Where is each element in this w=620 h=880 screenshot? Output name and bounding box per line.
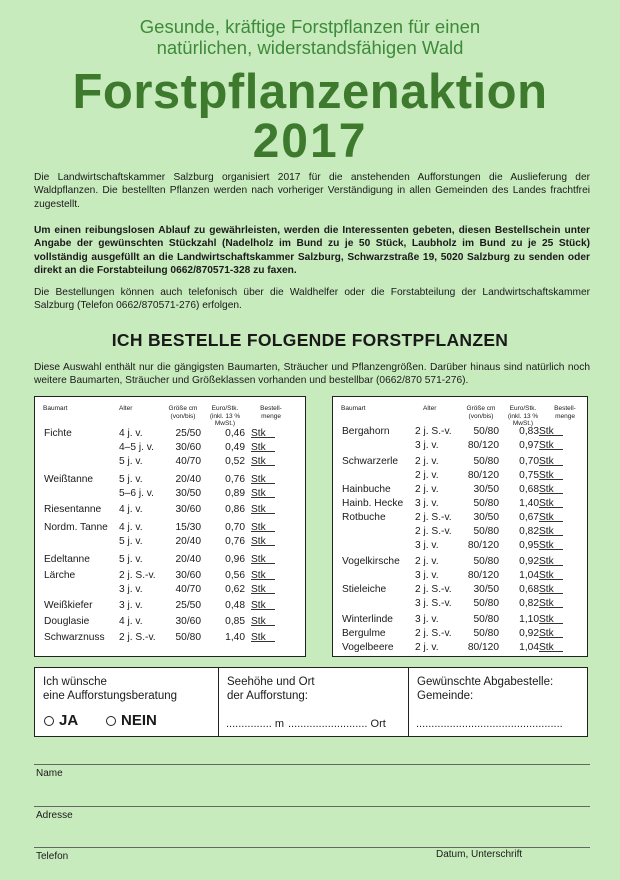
cell-price: 0,89 [225,488,245,499]
quantity-line[interactable] [539,539,563,550]
cell-price: 0,67 [519,512,539,523]
cell-species: Douglasie [44,616,90,627]
cell-size: 50/80 [473,614,499,625]
table-row [333,455,587,469]
quantity-field[interactable] [251,569,266,583]
cell-price: 0,92 [519,556,539,567]
cell-size: 40/70 [175,584,201,595]
cell-age: 2 j. S.-v. [415,628,452,639]
unit-label: Stk [251,522,266,533]
cell-age: 2 j. v. [415,456,439,467]
cell-age: 2 j. v. [415,484,439,495]
quantity-field[interactable] [539,583,554,597]
signature-label: Datum, Unterschrift [436,849,523,860]
quantity-field[interactable] [251,503,266,517]
name-label: Name [36,768,63,779]
subtitle-line-1: Gesunde, kräftige Forstpflanzen für einen [139,16,481,37]
advice-label-1: Ich wünsche [43,676,107,688]
radio-circle-icon[interactable] [106,716,116,726]
table-row [333,555,587,569]
cell-size: 40/70 [175,456,201,467]
quantity-line[interactable] [251,521,275,532]
unit-label: Stk [539,642,554,653]
unit-label: Stk [251,504,266,515]
cell-species: Weißkiefer [44,600,93,611]
quantity-field[interactable] [539,613,554,627]
cell-size: 30/50 [175,488,201,499]
unit-label: Stk [539,556,554,567]
cell-species: Bergulme [342,628,386,639]
table-row [333,525,587,539]
cell-price: 0,56 [225,570,245,581]
quantity-line[interactable] [251,427,275,438]
unit-label: Stk [251,632,266,643]
cell-size: 20/40 [175,474,201,485]
cell-size: 50/80 [473,526,499,537]
quantity-field[interactable] [539,469,554,483]
unit-label: Stk [539,598,554,609]
quantity-field[interactable] [251,473,266,487]
address-label: Adresse [36,810,73,821]
cell-age: 2 j. S.-v. [119,570,156,581]
cell-price: 0,48 [225,600,245,611]
advice-no-option[interactable]: NEIN [106,712,157,729]
table-row [333,627,587,641]
quantity-field[interactable] [251,599,266,613]
quantity-field[interactable] [539,597,554,611]
cell-size: 50/80 [473,456,499,467]
cell-age: 3 j. v. [415,440,439,451]
table-row [35,553,305,567]
quantity-line[interactable] [539,627,563,638]
quantity-field[interactable] [539,555,554,569]
quantity-line[interactable] [251,631,275,642]
table-row [35,473,305,487]
unit-label: Stk [539,426,554,437]
cell-size: 80/120 [467,570,499,581]
cell-age: 2 j. S.-v. [119,632,156,643]
quantity-field[interactable] [539,455,554,469]
quantity-line[interactable] [539,497,563,508]
cell-species: Lärche [44,570,76,581]
quantity-field[interactable] [251,553,266,567]
cell-age: 2 j. S.-v. [415,426,452,437]
table-row [333,483,587,497]
cell-age: 2 j. S.-v. [415,526,452,537]
quantity-line[interactable] [251,583,275,594]
unit-label: Stk [251,488,266,499]
table-row [35,487,305,501]
unit-label: Stk [251,536,266,547]
cell-species: Winterlinde [342,614,393,625]
col-species: Baumart [43,405,68,412]
cell-species: Schwarznuss [44,632,105,643]
cell-price: 0,49 [225,442,245,453]
cell-species: Riesentanne [44,504,102,515]
cell-species: Edeltanne [44,554,90,565]
quantity-field[interactable] [539,483,554,497]
radio-circle-icon[interactable] [44,716,54,726]
quantity-line[interactable] [539,469,563,480]
quantity-line[interactable] [251,535,275,546]
cell-age: 4 j. v. [119,616,143,627]
cell-age: 3 j. v. [119,600,143,611]
table-row [333,613,587,627]
unit-label: Stk [539,570,554,581]
cell-age: 2 j. v. [415,556,439,567]
cell-size: 30/50 [473,512,499,523]
cell-age: 5 j. v. [119,456,143,467]
cell-age: 4–5 j. v. [119,442,154,453]
quantity-field[interactable] [251,441,266,455]
cell-price: 0,76 [225,536,245,547]
cell-size: 30/60 [175,442,201,453]
unit-label: Stk [251,474,266,485]
unit-label: Stk [539,526,554,537]
unit-label: Stk [251,554,266,565]
cell-age: 3 j. S.-v. [415,598,452,609]
cell-size: 50/80 [473,498,499,509]
cell-age: 2 j. S.-v. [415,584,452,595]
quantity-field[interactable] [539,627,554,641]
quantity-line[interactable] [539,455,563,466]
cell-species: Vogelbeere [342,642,394,653]
cell-price: 1,04 [519,642,539,653]
quantity-field[interactable] [251,487,266,501]
unit-label: Stk [539,456,554,467]
quantity-line[interactable] [539,525,563,536]
cell-price: 0,82 [519,598,539,609]
cell-age: 5 j. v. [119,536,143,547]
cell-size: 25/50 [175,600,201,611]
delivery-label-2: Gemeinde: [417,690,474,702]
cell-size: 50/80 [473,598,499,609]
cell-size: 30/50 [473,584,499,595]
table-row [333,511,587,525]
col-size: Größe cm (von/bis) [466,405,496,420]
table-row [35,631,305,645]
quantity-field[interactable] [539,425,554,439]
unit-label: Stk [251,570,266,581]
quantity-field[interactable] [251,521,266,535]
quantity-line[interactable] [251,455,275,466]
quantity-field[interactable] [539,511,554,525]
unit-label: Stk [539,628,554,639]
quantity-line[interactable] [539,555,563,566]
quantity-line[interactable] [251,569,275,580]
cell-size: 15/30 [175,522,201,533]
quantity-line[interactable] [251,473,275,484]
cell-size: 50/80 [473,556,499,567]
table-row [333,583,587,597]
cell-price: 0,68 [519,484,539,495]
table-row [35,599,305,613]
advice-label-2: eine Aufforstungsberatung [43,690,178,702]
cell-price: 1,40 [519,498,539,509]
col-qty: Bestell- menge [554,405,576,420]
cell-age: 3 j. v. [415,540,439,551]
table-row [35,615,305,629]
table-row [35,583,305,597]
altitude-label-2: der Aufforstung: [227,690,308,702]
cell-species: Bergahorn [342,426,390,437]
unit-label: Stk [251,616,266,627]
cell-size: 30/60 [175,570,201,581]
cell-price: 0,68 [519,584,539,595]
cell-price: 0,92 [519,628,539,639]
cell-size: 50/80 [473,628,499,639]
cell-species: Rotbuche [342,512,386,523]
quantity-line[interactable] [251,615,275,626]
unit-label: Stk [251,442,266,453]
table-row [35,427,305,441]
altitude-label-1: Seehöhe und Ort [227,676,315,688]
quantity-line[interactable] [539,439,563,450]
unit-label: Stk [539,470,554,481]
cell-age: 5 j. v. [119,474,143,485]
order-intro: Diese Auswahl enthält nur die gängigsten Baumarten, Sträucher und Pflanzengrößen. Darüber hinaus sind natürlich noch weitere Baumarten, Sträucher und Größeklassen vorhanden und bestellbar (0662/870 571-276). [34,362,590,387]
quantity-field[interactable] [539,539,554,553]
cell-price: 0,85 [225,616,245,627]
cell-price: 0,75 [519,470,539,481]
quantity-field[interactable] [251,631,266,645]
order-table-left [34,396,306,657]
quantity-line[interactable] [251,503,275,514]
table-row [333,497,587,511]
cell-price: 1,40 [225,632,245,643]
cell-size: 30/50 [473,484,499,495]
unit-label: Stk [251,456,266,467]
table-row [333,469,587,483]
col-size: Größe cm (von/bis) [168,405,198,420]
quantity-line[interactable] [251,441,275,452]
cell-species: Vogelkirsche [342,556,400,567]
cell-size: 30/60 [175,504,201,515]
paragraph-instructions: Um einen reibungslosen Ablauf zu gewährleisten, werden die Interessenten gebeten, diesen Bestellschein unter Angabe der gewünschten Stückzahl (Nadelholz im Bund zu je 50 Stück, Laubholz im Bund zu je 25 Stück) vollständig ausgefüllt an die Landwirtschaftskammer Salzburg, Schwarzstraße 19, 5020 Salzburg zu senden oder direkt an die Forstabteilung 0662/870571-328 zu faxen. [34,225,590,277]
quantity-field[interactable] [539,641,554,655]
table-row [35,503,305,517]
cell-species: Fichte [44,428,72,439]
quantity-field[interactable] [539,569,554,583]
altitude-place-field[interactable]: .......................... Ort [288,718,386,730]
quantity-line[interactable] [539,597,563,608]
cell-price: 1,04 [519,570,539,581]
cell-price: 0,83 [519,426,539,437]
cell-size: 30/60 [175,616,201,627]
unit-label: Stk [539,584,554,595]
unit-label: Stk [251,428,266,439]
quantity-line[interactable] [539,511,563,522]
cell-size: 20/40 [175,536,201,547]
table-row [333,439,587,453]
col-age: Alter [423,405,437,412]
quantity-line[interactable] [251,487,275,498]
quantity-line[interactable] [539,569,563,580]
cell-species: Nordm. Tanne [44,522,108,533]
order-table-right [332,396,588,657]
cell-price: 0,97 [519,440,539,451]
cell-price: 0,52 [225,456,245,467]
table-row [35,535,305,549]
delivery-label-1: Gewünschte Abgabestelle: [417,676,554,688]
cell-price: 0,82 [519,526,539,537]
cell-price: 0,95 [519,540,539,551]
page-year: 2017 [252,115,368,168]
subtitle [0,16,620,58]
address-line[interactable] [34,806,590,807]
quantity-field[interactable] [539,525,554,539]
paragraph-organisation: Die Landwirtschaftskammer Salzburg organisiert 2017 für die anstehenden Aufforstungen die Auslieferung der Waldpflanzen. Die bestellten Pflanzen werden nach vorheriger Verständigung in allen Gemeinden des Landes frachtfrei zugestellt. [34,172,590,210]
cell-age: 3 j. v. [415,498,439,509]
cell-species: Schwarzerle [342,456,399,467]
unit-label: Stk [539,484,554,495]
unit-label: Stk [539,440,554,451]
phone-label: Telefon [36,851,69,862]
unit-label: Stk [539,498,554,509]
cell-size: 25/50 [175,428,201,439]
quantity-line[interactable] [539,583,563,594]
col-qty: Bestell- menge [260,405,282,420]
table-row [35,441,305,455]
table-row [35,569,305,583]
cell-age: 2 j. S.-v. [415,512,452,523]
cell-species: Hainbuche [342,484,391,495]
cell-species: Hainb. Hecke [342,498,404,509]
table-row [333,425,587,439]
paragraph-phone-order: Die Bestellungen können auch telefonisch über die Waldhelfer oder die Forstabteilung der Landwirtschaftskammer Salzburg (Telefon 0662/870571-276) erfolgen. [34,287,590,312]
table-row [333,539,587,553]
cell-age: 4 j. v. [119,428,143,439]
cell-age: 4 j. v. [119,522,143,533]
cell-species: Weißtanne [44,474,94,485]
cell-age: 5 j. v. [119,554,143,565]
quantity-line[interactable] [251,553,275,564]
unit-label: Stk [539,540,554,551]
cell-species: Stieleiche [342,584,387,595]
cell-price: 0,70 [225,522,245,533]
quantity-field[interactable] [539,497,554,511]
subtitle-line-2: natürlichen, widerstandsfähigen Wald [156,37,464,58]
unit-label: Stk [251,584,266,595]
cell-age: 3 j. v. [415,614,439,625]
cell-size: 80/120 [467,470,499,481]
quantity-line[interactable] [539,641,563,652]
cell-price: 0,62 [225,584,245,595]
cell-size: 80/120 [467,440,499,451]
quantity-field[interactable] [251,455,266,469]
quantity-field[interactable] [251,583,266,597]
quantity-field[interactable] [251,615,266,629]
phone-signature-line[interactable] [34,847,590,848]
table-row [35,521,305,535]
cell-size: 50/80 [473,426,499,437]
table-row [333,569,587,583]
table-row [35,455,305,469]
cell-age: 5–6 j. v. [119,488,154,499]
delivery-field[interactable]: ................................................ [416,718,563,730]
order-heading: ICH BESTELLE FOLGENDE FORSTPFLANZEN [111,330,509,350]
unit-label: Stk [539,614,554,625]
quantity-field[interactable] [251,535,266,549]
altitude-m-field[interactable]: ............... m [226,718,285,730]
cell-size: 80/120 [467,642,499,653]
quantity-line[interactable] [251,599,275,610]
quantity-field[interactable] [251,427,266,441]
cell-price: 0,96 [225,554,245,565]
name-line[interactable] [34,764,590,765]
col-age: Alter [119,405,133,412]
cell-price: 1,10 [519,614,539,625]
cell-price: 0,76 [225,474,245,485]
cell-size: 50/80 [175,632,201,643]
page-title: Forstpflanzenaktion [72,65,548,119]
col-price: Euro/Stk. (inkl. 13 % MwSt.) [507,405,539,427]
cell-size: 20/40 [175,554,201,565]
quantity-field[interactable] [539,439,554,453]
table-row [333,597,587,611]
cell-age: 3 j. v. [119,584,143,595]
cell-age: 4 j. v. [119,504,143,515]
unit-label: Stk [251,600,266,611]
cell-age: 2 j. v. [415,470,439,481]
cell-age: 3 j. v. [415,570,439,581]
col-price: Euro/Stk. (inkl. 13 % MwSt.) [209,405,241,427]
cell-price: 0,46 [225,428,245,439]
cell-age: 2 j. v. [415,642,439,653]
quantity-line[interactable] [539,425,563,436]
col-species: Baumart [341,405,366,412]
quantity-line[interactable] [539,613,563,624]
cell-size: 80/120 [467,540,499,551]
table-row [333,641,587,655]
cell-price: 0,70 [519,456,539,467]
cell-price: 0,86 [225,504,245,515]
quantity-line[interactable] [539,483,563,494]
advice-yes-option[interactable]: JA [44,712,78,729]
unit-label: Stk [539,512,554,523]
